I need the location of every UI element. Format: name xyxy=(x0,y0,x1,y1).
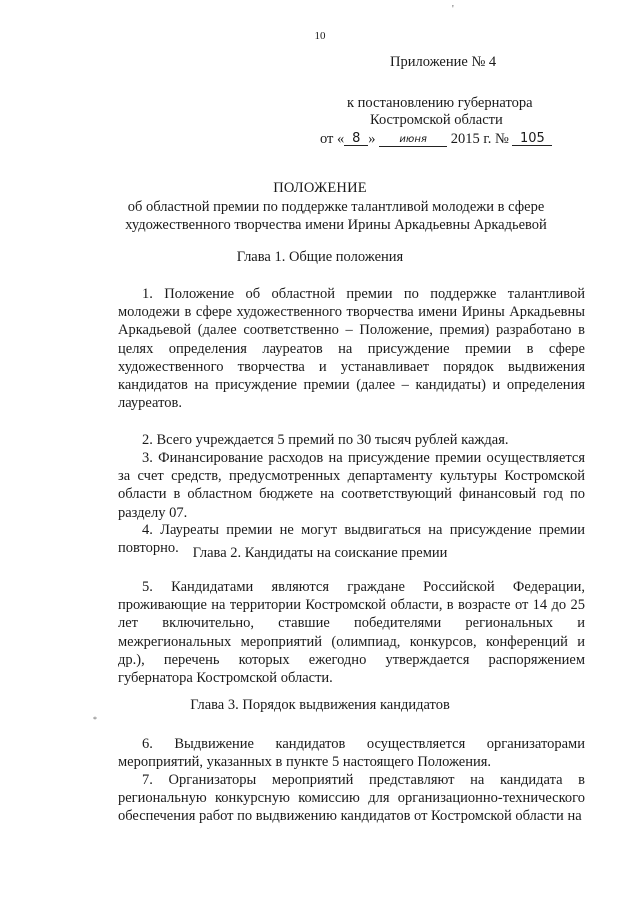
paragraph-2: 2. Всего учреждается 5 премий по 30 тысяч рублей каждая. xyxy=(142,432,509,448)
document-subtitle: об областной премии по поддержке талантливой молодежи в сфере художественного творчества имени Ирины Аркадьевны Аркадьевой xyxy=(125,199,547,233)
date-separator: » xyxy=(368,131,376,147)
date-month-handwritten: июня xyxy=(379,133,447,147)
chapter-2-heading: Глава 2. Кандидаты на соискание премии xyxy=(192,545,448,561)
paragraph-4: 4. Лауреаты премии не могут выдвигаться на присуждение премии повторно. xyxy=(118,522,585,557)
page-number: 10 xyxy=(314,30,326,42)
decree-date xyxy=(320,131,552,148)
appendix-label: Приложение № 4 xyxy=(390,54,497,70)
decree-number-handwritten: 105 xyxy=(512,132,552,146)
date-prefix: от « xyxy=(320,131,345,147)
stamp-mark: ' xyxy=(452,4,454,15)
decree-region: Костромской области xyxy=(370,112,503,128)
document-title: ПОЛОЖЕНИЕ xyxy=(273,180,367,196)
paragraph-7: 7. Организаторы мероприятий представляют на кандидата в региональную конкурсную комиссию для организационно-технического обеспечения работ по выдвижению кандидатов от Костромской области на xyxy=(118,772,585,825)
decree-reference: к постановлению губернатора xyxy=(347,95,533,111)
paragraph-1: 1. Положение об областной премии по поддержке талантливой молодежи в сфере художественного творчества имени Ирины Аркадьевны Аркадьевой (далее соответственно – Положение, премия) разработано в целях определения лауреатов на присуждение премии в сфере художественного творчества и устанавливает порядок выдвижения кандидатов на присуждение премии (далее – кандидаты) и определения лауреатов. xyxy=(118,286,585,412)
date-year: 2015 г. № xyxy=(450,131,509,147)
chapter-1-heading: Глава 1. Общие положения xyxy=(236,249,404,265)
paragraph-6: 6. Выдвижение кандидатов осуществляется организаторами мероприятий, указанных в пункте 5 настоящего Положения. xyxy=(118,736,585,771)
margin-mark: * xyxy=(93,715,97,724)
paragraph-3: 3. Финансирование расходов на присуждение премии осуществляется за счет средств, предусмотренных департаменту культуры Костромской области в областном бюджете на соответствующий финансовый год по разделу 07. xyxy=(118,450,585,521)
date-day-handwritten: 8 xyxy=(344,132,368,146)
chapter-3-heading: Глава 3. Порядок выдвижения кандидатов xyxy=(190,697,450,713)
paragraph-5: 5. Кандидатами являются граждане Российской Федерации, проживающие на территории Костромской области, в возрасте от 14 до 25 лет включительно, ставшие победителями региональных и межрегиональных мероприятий (олимпиад, конкурсов, конференций и др.), перечень которых ежегодно утверждается распоряжением губернатора Костромской области. xyxy=(118,579,585,687)
